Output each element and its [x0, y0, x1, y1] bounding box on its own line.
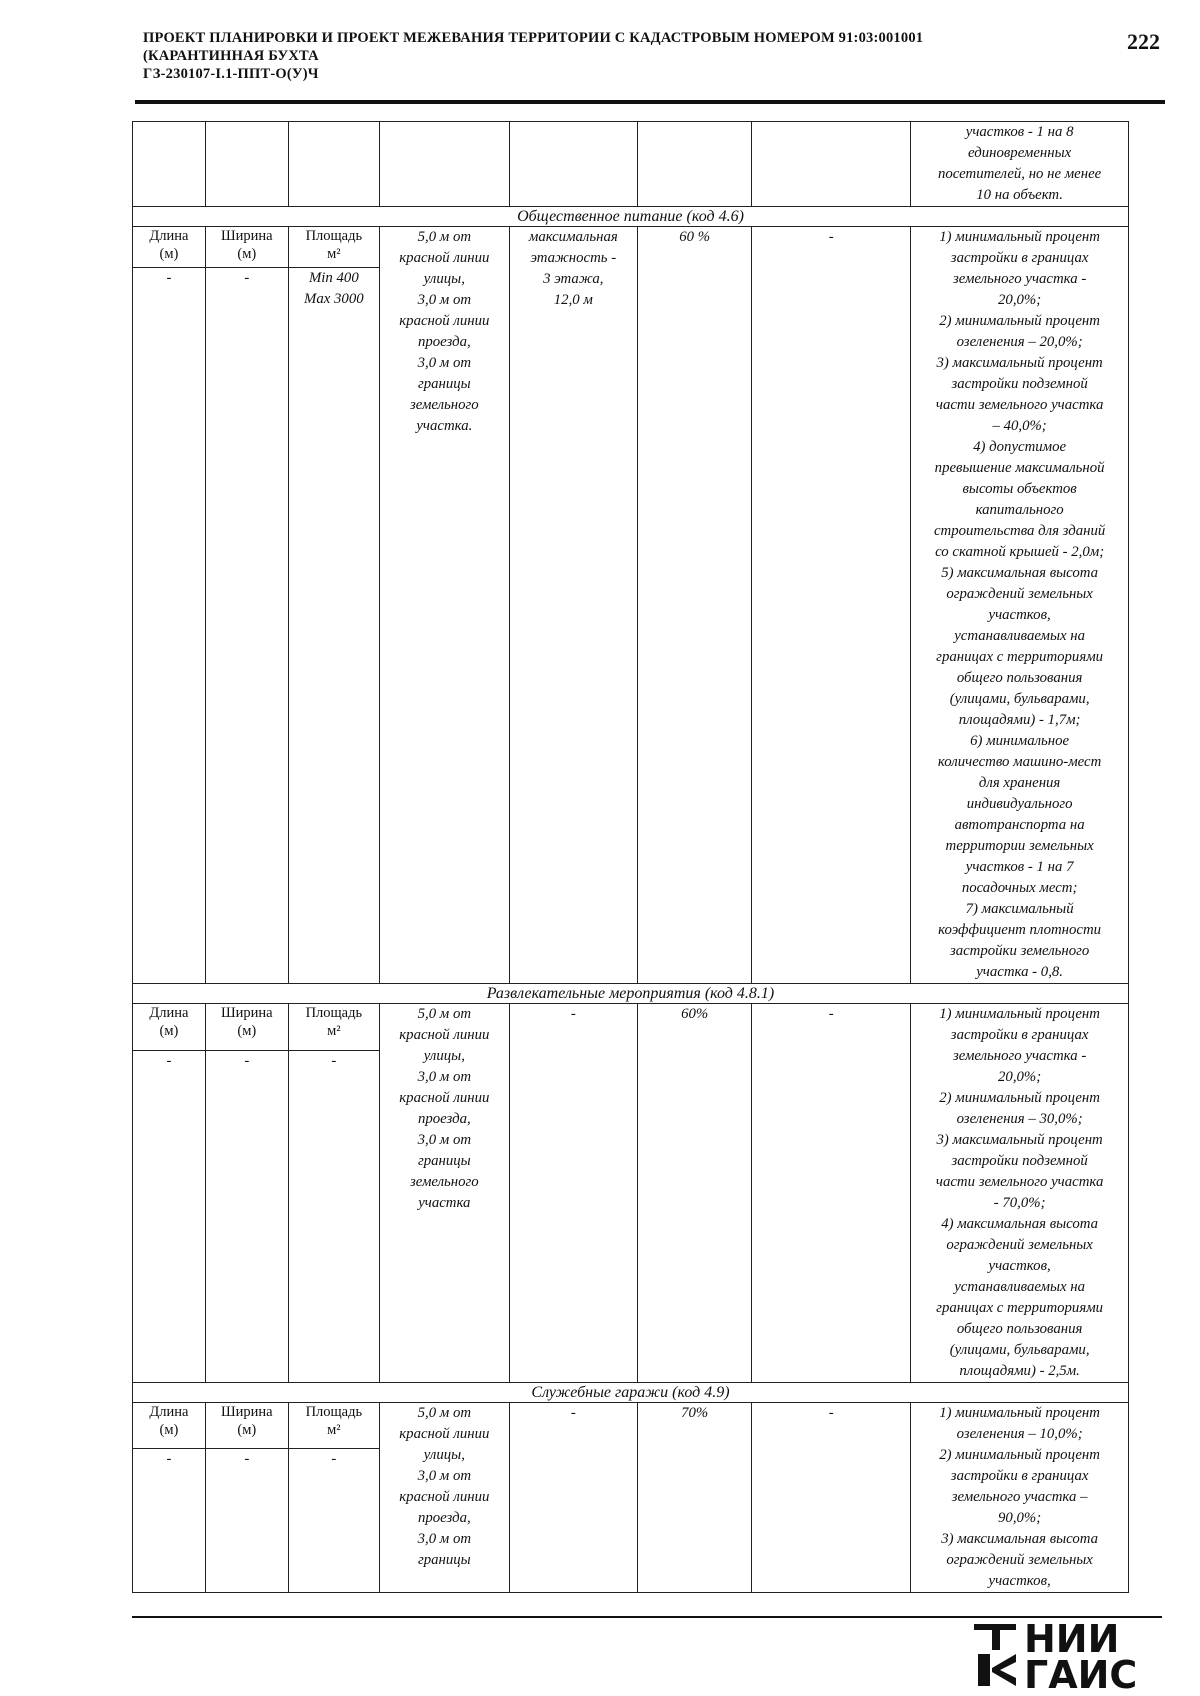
params-cell: 1) минимальный процент озеленения – 10,0%; 2) минимальный процент застройки в границах земельного участка – 90,0%; 3) максимальная высота ограждений земельных участков, [911, 1403, 1129, 1593]
section-header-row [133, 227, 1129, 268]
area-value: - [288, 1050, 379, 1382]
coverage-cell: 60 % [638, 227, 752, 984]
section-title: Служебные гаражи (код 4.9) [133, 1383, 1129, 1403]
setbacks-cell: 5,0 м от красной линии улицы, 3,0 м от красной линии проезда, 3,0 м от границы [380, 1403, 510, 1593]
col-area-header: Площадь м² [288, 1403, 379, 1449]
params-cell: 1) минимальный процент застройки в границах земельного участка - 20,0%; 2) минимальный процент озеленения – 30,0%; 3) максимальный процент застройки подземной части земельного участка - 70,0%; 4) максимальная высота ограждений земельных участков, устанавливаемых на границах с территориями общего пользования (улицами, бульварами, площадями) - 2,5м. [911, 1004, 1129, 1383]
setbacks-cell: 5,0 м от красной линии улицы, 3,0 м от красной линии проезда, 3,0 м от границы земельного участка. [380, 227, 510, 984]
setbacks-cell: 5,0 м от красной линии улицы, 3,0 м от красной линии проезда, 3,0 м от границы земельного участка [380, 1004, 510, 1383]
cell-empty [288, 122, 379, 207]
width-value: - [205, 268, 288, 984]
cell-empty [638, 122, 752, 207]
col-width-header: Ширина (м) [205, 227, 288, 268]
logo-text-top: НИИ [1024, 1617, 1120, 1661]
cell-empty [752, 122, 911, 207]
page-number: 222 [1127, 29, 1160, 54]
logo-mark [970, 1616, 1170, 1694]
cell-empty [509, 122, 637, 207]
section-title-row [133, 207, 1129, 227]
header-rule [135, 100, 1165, 104]
area-value: - [288, 1448, 379, 1592]
coverage-cell: 70% [638, 1403, 752, 1593]
col-area-header: Площадь м² [288, 227, 379, 268]
continued-row [133, 122, 1129, 207]
institute-logo [970, 1616, 1170, 1696]
logo-text-bottom: ГАИС [1024, 1653, 1138, 1694]
col-width-header: Ширина (м) [205, 1403, 288, 1449]
cell-empty [133, 122, 206, 207]
other-cell: - [752, 1403, 911, 1593]
width-value: - [205, 1050, 288, 1382]
continued-params [911, 122, 1129, 207]
header-document-code: ГЗ-230107-I.1-ППТ-О(У)Ч [143, 66, 319, 82]
floors-cell: максимальная этажность - 3 этажа, 12,0 м [509, 227, 637, 984]
cell-empty [380, 122, 510, 207]
width-value: - [205, 1448, 288, 1592]
section-title-row [133, 984, 1129, 1004]
section-title: Развлекательные мероприятия (код 4.8.1) [133, 984, 1129, 1004]
length-value: - [133, 1050, 206, 1382]
params-cell: 1) минимальный процент застройки в границах земельного участка - 20,0%; 2) минимальный процент озеленения – 20,0%; 3) максимальный процент застройки подземной части земельного участка – 40,0%; 4) допустимое превышение максимальной высоты объектов капитального строительства для зданий со скатной крышей - 2,0м; 5) максимальная высота ограждений земельных участков, устанавливаемых на границах с территориями общего пользования (улицами, бульварами, площадями) - 1,7м; 6) минимальное количество машино-мест для хранения индивидуального автотранспорта на территории земельных участков - 1 на 7 посадочных мест; 7) максимальный коэффициент плотности застройки земельного участка - 0,8. [911, 227, 1129, 984]
other-cell: - [752, 1004, 911, 1383]
cell-empty [205, 122, 288, 207]
coverage-cell: 60% [638, 1004, 752, 1383]
regulations-table [132, 121, 1129, 1593]
section-title: Общественное питание (код 4.6) [133, 207, 1129, 227]
col-length-header: Длина (м) [133, 1403, 206, 1449]
area-value: Min 400 Max 3000 [288, 268, 379, 984]
continued-params-text: участков - 1 на 8 единовременных посетителей, но не менее 10 на объект. [938, 124, 1102, 203]
document-header [143, 29, 1103, 83]
col-length-header: Длина (м) [133, 227, 206, 268]
col-area-header: Площадь м² [288, 1004, 379, 1051]
section-title-row [133, 1383, 1129, 1403]
col-width-header: Ширина (м) [205, 1004, 288, 1051]
header-title-line2: (КАРАНТИННАЯ БУХТА [143, 48, 319, 64]
floors-cell: - [509, 1004, 637, 1383]
other-cell: - [752, 227, 911, 984]
section-header-row [133, 1004, 1129, 1051]
col-length-header: Длина (м) [133, 1004, 206, 1051]
length-value: - [133, 268, 206, 984]
length-value: - [133, 1448, 206, 1592]
section-header-row [133, 1403, 1129, 1449]
header-title-line1: ПРОЕКТ ПЛАНИРОВКИ И ПРОЕКТ МЕЖЕВАНИЯ ТЕРРИТОРИИ С КАДАСТРОВЫМ НОМЕРОМ 91:03:001001 [143, 30, 924, 46]
floors-cell: - [509, 1403, 637, 1593]
